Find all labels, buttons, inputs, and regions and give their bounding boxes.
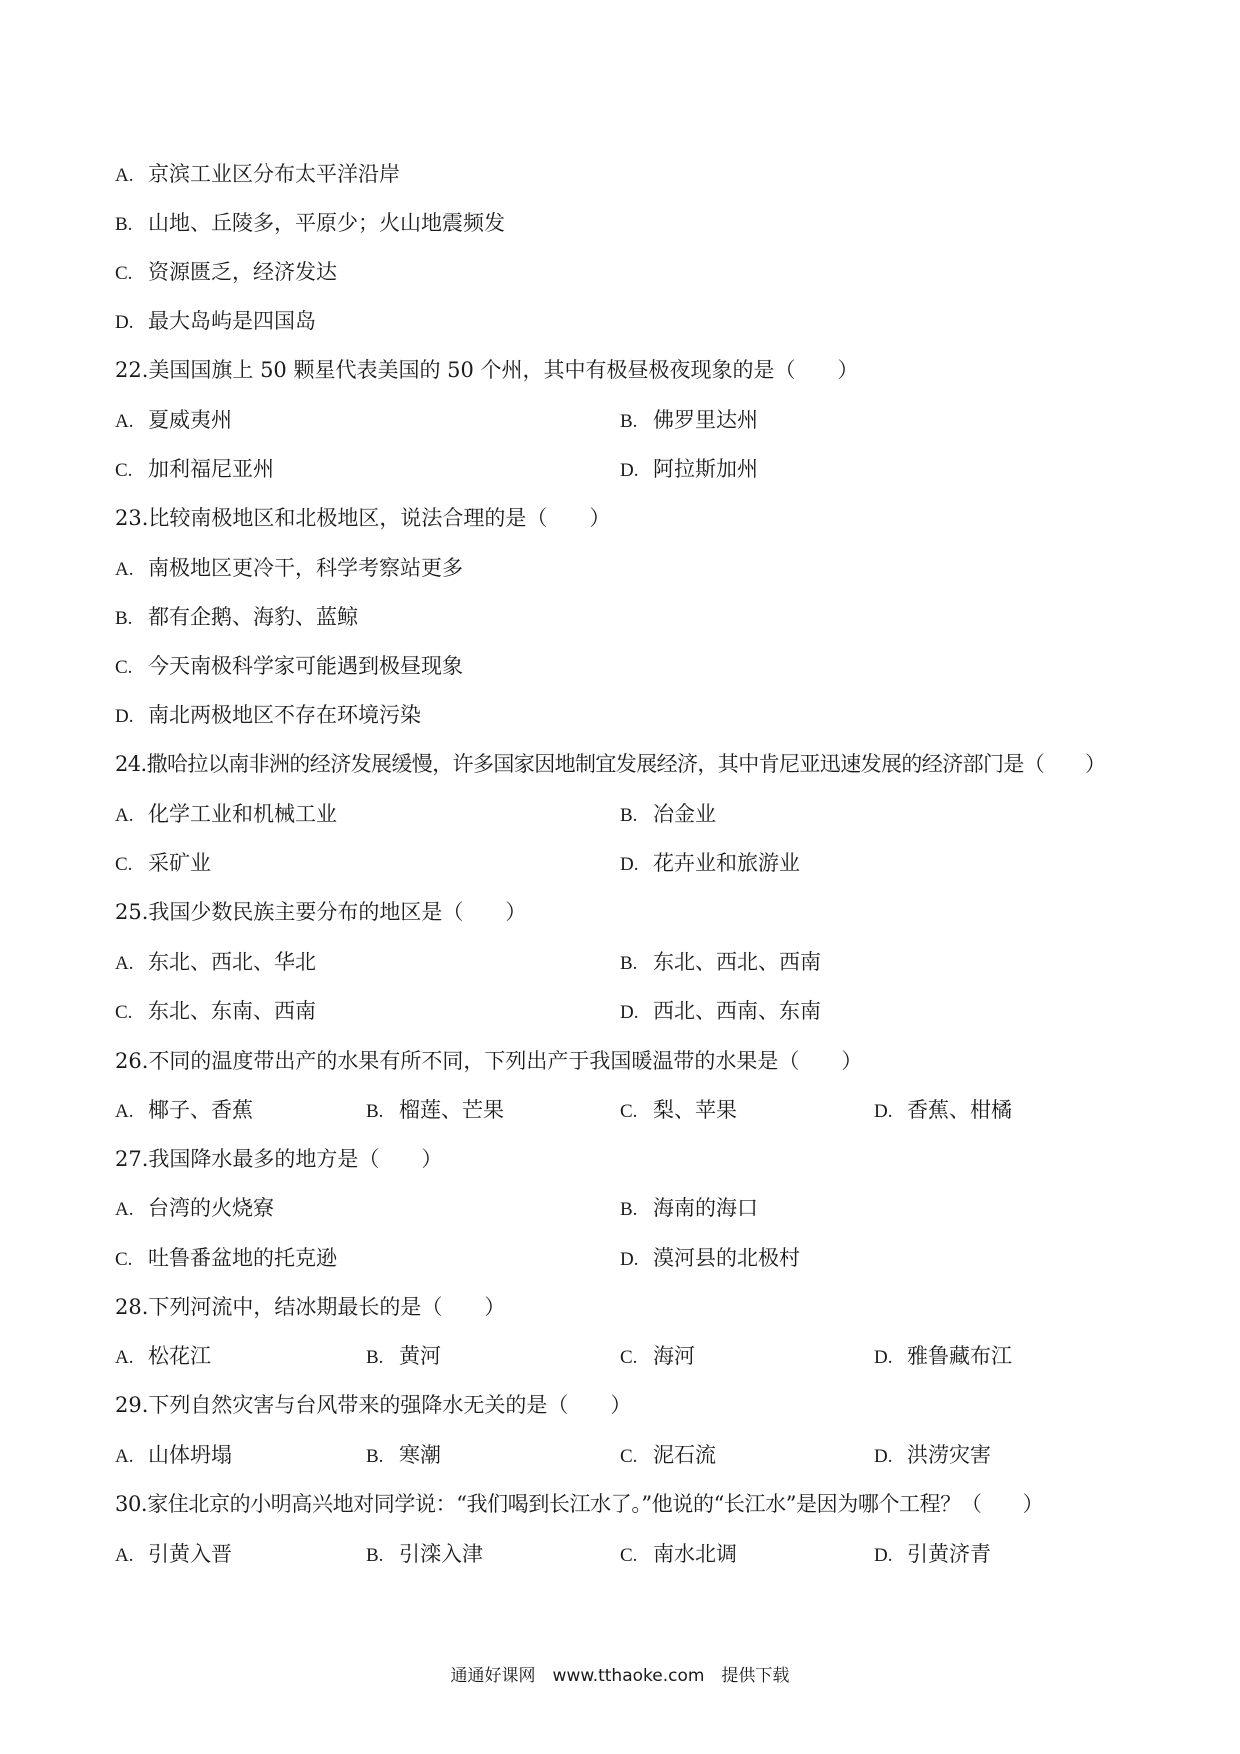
q21-option-a: A. 京滨工业区分布太平洋沿岸 bbox=[115, 162, 400, 186]
q25-option-a: A. 东北、西北、华北 bbox=[115, 950, 316, 974]
q30-option-b: B. 引滦入津 bbox=[366, 1542, 483, 1566]
q26-option-d: D. 香蕉、柑橘 bbox=[874, 1098, 1012, 1122]
q23-stem: 23.比较南极地区和北极地区，说法合理的是（ ） bbox=[115, 506, 611, 530]
q24-stem: 24.撒哈拉以南非洲的经济发展缓慢，许多国家因地制宜发展经济，其中肯尼亚迅速发展的经济部门是（ ） bbox=[115, 752, 1106, 776]
q27-option-c: C. 吐鲁番盆地的托克逊 bbox=[115, 1246, 337, 1270]
q24-option-b: B. 冶金业 bbox=[620, 802, 716, 826]
q21-option-b: B. 山地、丘陵多，平原少；火山地震频发 bbox=[115, 211, 505, 235]
q30-option-a: A. 引黄入晋 bbox=[115, 1542, 232, 1566]
q29-option-b: B. 寒潮 bbox=[366, 1443, 441, 1467]
q27-option-b: B. 海南的海口 bbox=[620, 1196, 758, 1220]
q28-option-a: A. 松花江 bbox=[115, 1344, 211, 1368]
q28-option-c: C. 海河 bbox=[620, 1344, 695, 1368]
q24-option-a: A. 化学工业和机械工业 bbox=[115, 802, 337, 826]
q22-option-c: C. 加利福尼亚州 bbox=[115, 457, 274, 481]
q28-option-b: B. 黄河 bbox=[366, 1344, 441, 1368]
q22-option-d: D. 阿拉斯加州 bbox=[620, 457, 758, 481]
q26-stem: 26.不同的温度带出产的水果有所不同，下列出产于我国暖温带的水果是（ ） bbox=[115, 1049, 863, 1073]
q26-option-b: B. 榴莲、芒果 bbox=[366, 1098, 504, 1122]
q30-option-d: D. 引黄济青 bbox=[874, 1542, 991, 1566]
q26-option-c: C. 梨、苹果 bbox=[620, 1098, 737, 1122]
q23-option-c: C. 今天南极科学家可能遇到极昼现象 bbox=[115, 654, 463, 678]
q29-option-c: C. 泥石流 bbox=[620, 1443, 716, 1467]
q28-stem: 28.下列河流中，结冰期最长的是（ ） bbox=[115, 1295, 506, 1319]
q25-option-b: B. 东北、西北、西南 bbox=[620, 950, 821, 974]
q22-option-a: A. 夏威夷州 bbox=[115, 408, 232, 432]
q23-option-a: A. 南极地区更冷干，科学考察站更多 bbox=[115, 556, 463, 580]
page-footer: 通通好课网 www.tthaoke.com 提供下载 bbox=[450, 1666, 790, 1686]
q30-stem: 30.家住北京的小明高兴地对同学说：“我们喝到长江水了。”他说的“长江水”是因为哪个工程？（ ） bbox=[115, 1492, 1044, 1516]
q23-option-d: D. 南北两极地区不存在环境污染 bbox=[115, 703, 421, 727]
q28-option-d: D. 雅鲁藏布江 bbox=[874, 1344, 1012, 1368]
q26-option-a: A. 椰子、香蕉 bbox=[115, 1098, 253, 1122]
q29-option-a: A. 山体坍塌 bbox=[115, 1443, 232, 1467]
q21-option-d: D. 最大岛屿是四国岛 bbox=[115, 309, 316, 333]
q21-option-c: C. 资源匮乏，经济发达 bbox=[115, 260, 337, 284]
q27-option-a: A. 台湾的火烧寮 bbox=[115, 1196, 274, 1220]
q24-option-c: C. 采矿业 bbox=[115, 851, 211, 875]
q29-option-d: D. 洪涝灾害 bbox=[874, 1443, 991, 1467]
q24-option-d: D. 花卉业和旅游业 bbox=[620, 851, 800, 875]
q30-option-c: C. 南水北调 bbox=[620, 1542, 737, 1566]
q25-option-d: D. 西北、西南、东南 bbox=[620, 999, 821, 1023]
q25-option-c: C. 东北、东南、西南 bbox=[115, 999, 316, 1023]
q27-stem: 27.我国降水最多的地方是（ ） bbox=[115, 1147, 443, 1171]
q23-option-b: B. 都有企鹅、海豹、蓝鲸 bbox=[115, 605, 358, 629]
q25-stem: 25.我国少数民族主要分布的地区是（ ） bbox=[115, 900, 527, 924]
q29-stem: 29.下列自然灾害与台风带来的强降水无关的是（ ） bbox=[115, 1393, 632, 1417]
q27-option-d: D. 漠河县的北极村 bbox=[620, 1246, 800, 1270]
q22-stem: 22.美国国旗上 50 颗星代表美国的 50 个州，其中有极昼极夜现象的是（ ） bbox=[115, 358, 859, 382]
q22-option-b: B. 佛罗里达州 bbox=[620, 408, 758, 432]
